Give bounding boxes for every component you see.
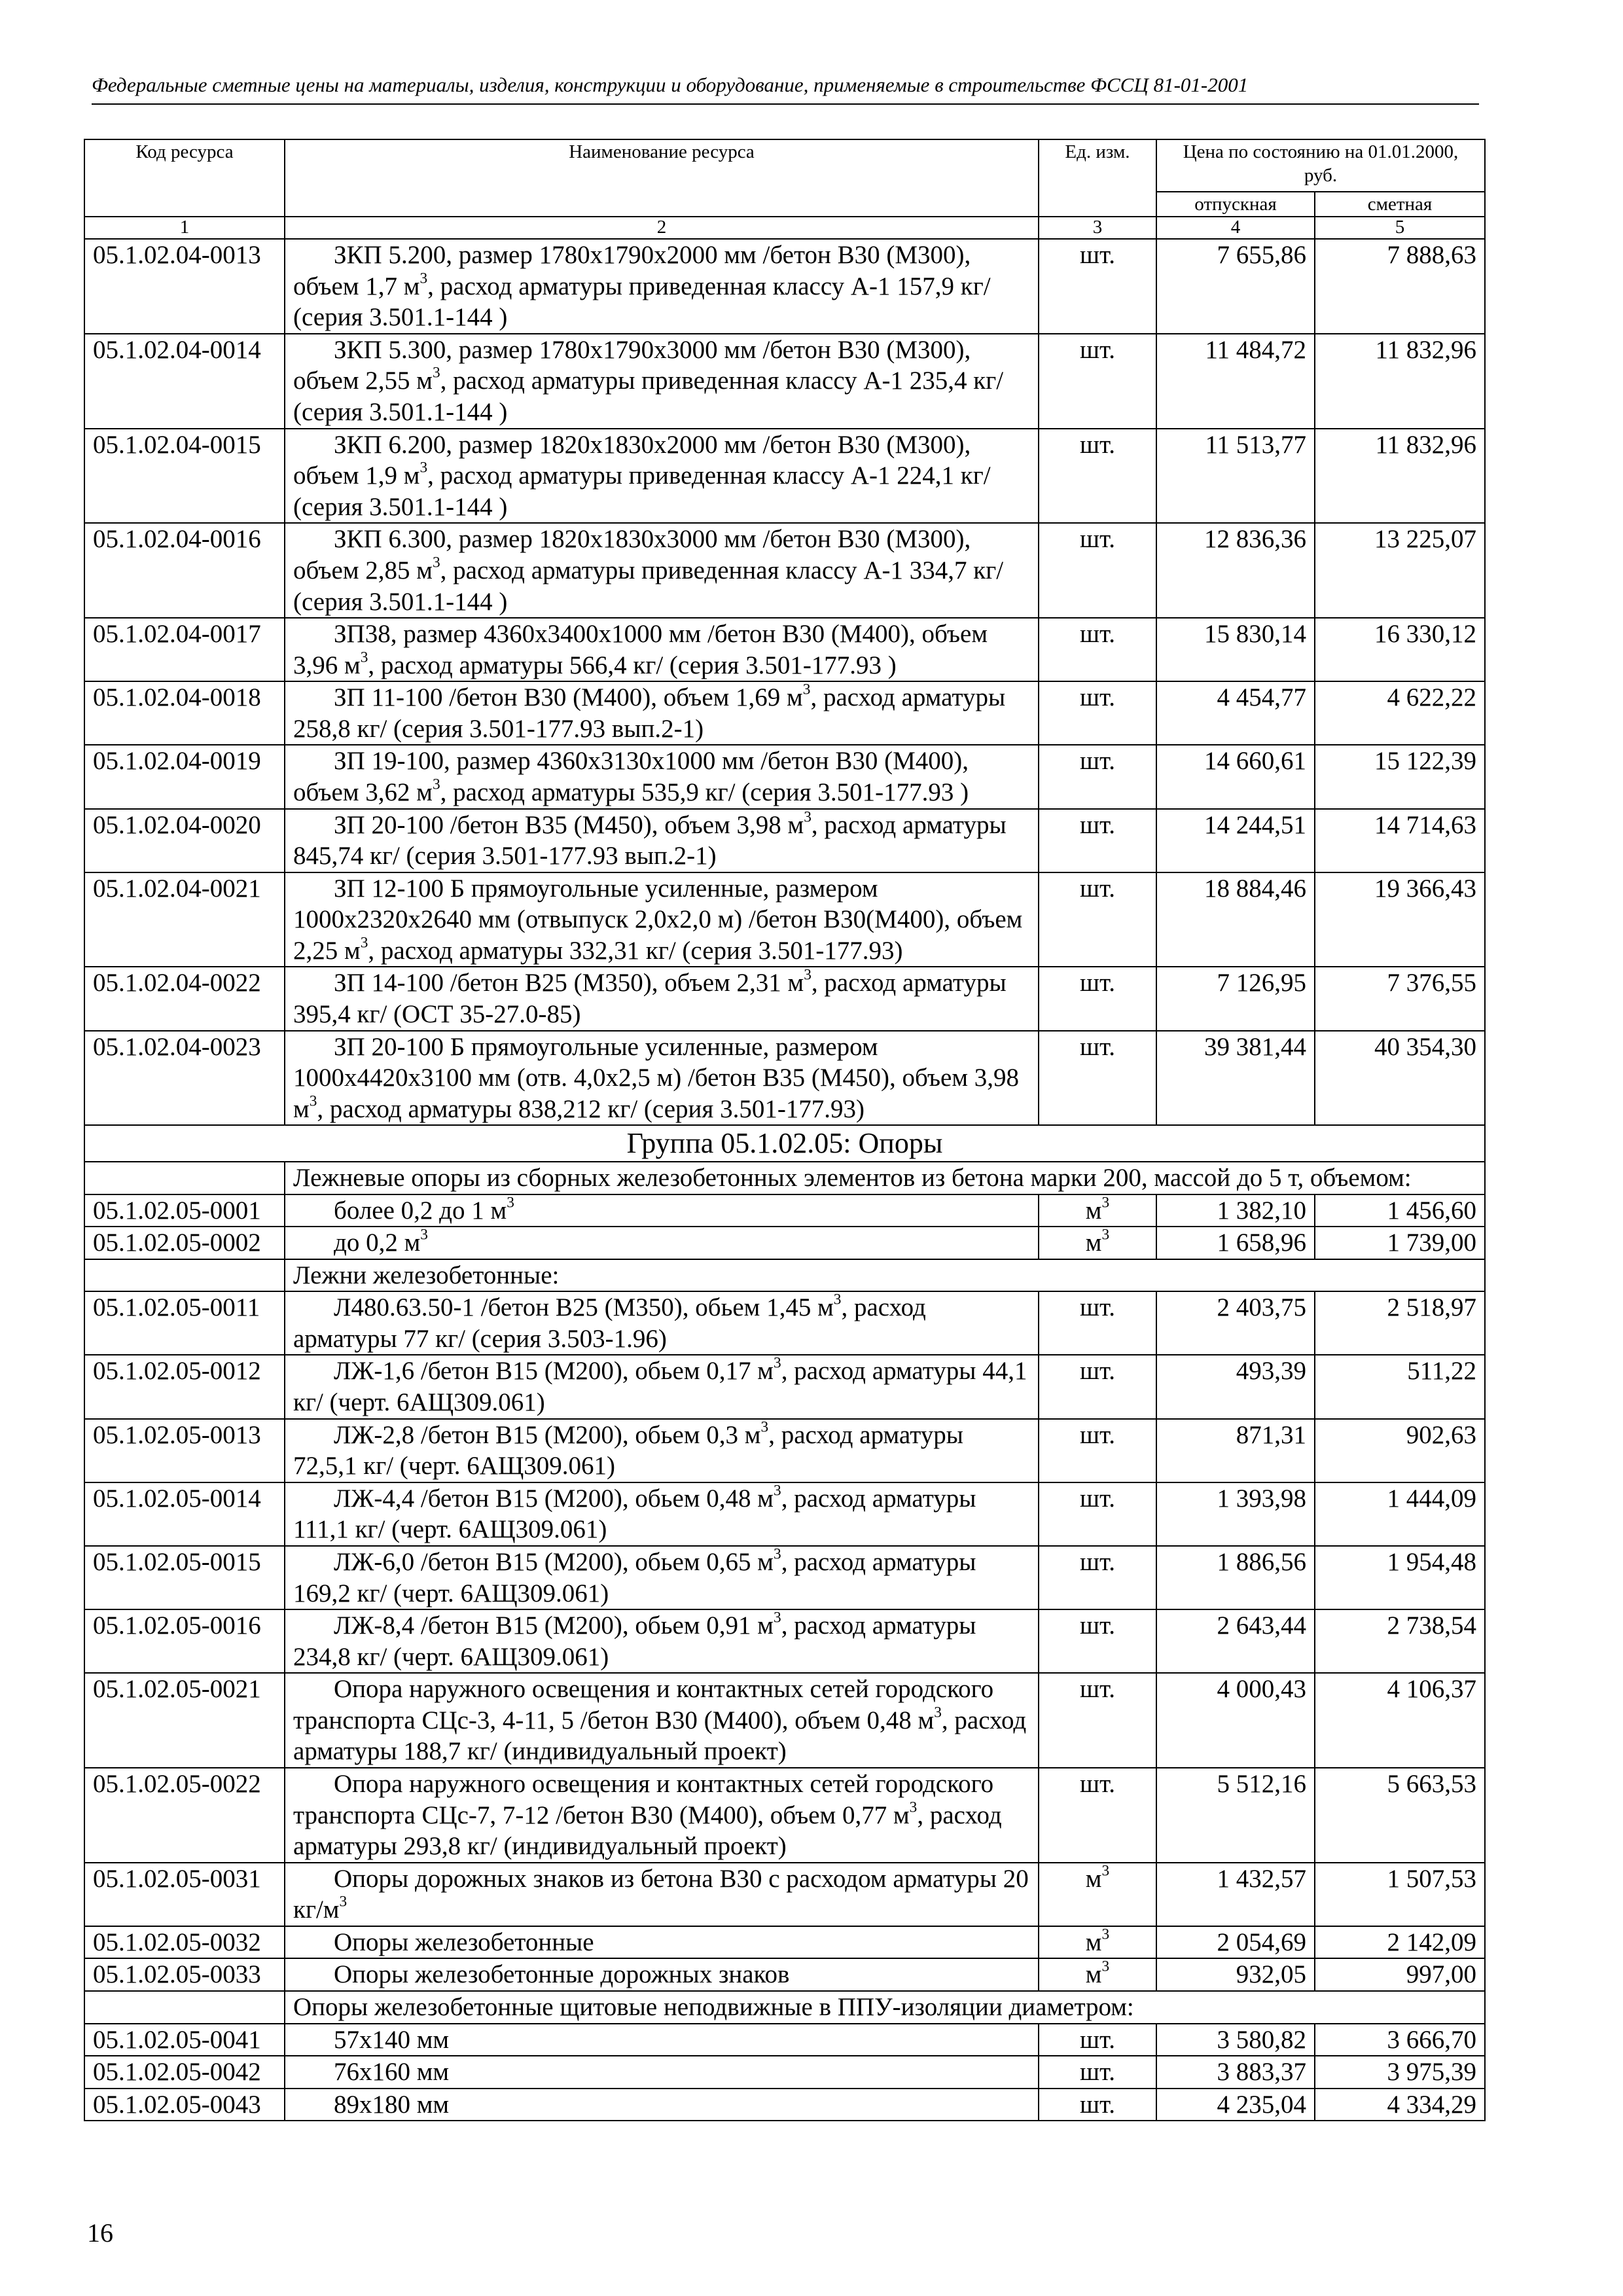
table-row (84, 2056, 1485, 2089)
column-numbers-row (84, 217, 1485, 239)
resource-name: ЛЖ-8,4 /бетон В15 (М200), обьем 0,91 $м^3$, расход арматуры 234,8 кг/ (черт. 6АЩ309.061) (293, 1609, 976, 1671)
resource-code: 05.1.02.05-0043 (84, 2089, 285, 2121)
release-price: 932,05 (1156, 1958, 1315, 1991)
release-price: 2 054,69 (1156, 1926, 1315, 1959)
unit: шт. (1039, 1482, 1156, 1546)
estimate-price: 15 122,39 (1315, 745, 1485, 808)
resource-name: Опоры дорожных знаков из бетона В30 с расходом арматуры 20 $кг/м^3$ (293, 1864, 1029, 1924)
estimate-price: 1 954,48 (1315, 1546, 1485, 1609)
resource-name: ЛЖ-1,6 /бетон В15 (М200), обьем 0,17 $м^3$, расход арматуры 44,1 кг/ (черт. 6АЩ309.061) (293, 1354, 1027, 1417)
release-price: 14 244,51 (1156, 809, 1315, 872)
resource-name-cell (285, 1419, 1039, 1482)
unit: шт. (1039, 334, 1156, 429)
resource-code: 05.1.02.04-0023 (84, 1031, 285, 1126)
estimate-price: 902,63 (1315, 1419, 1485, 1482)
estimate-price: 7 376,55 (1315, 967, 1485, 1030)
estimate-price: 3 975,39 (1315, 2056, 1485, 2089)
table-row (84, 1482, 1485, 1546)
resource-name-cell (285, 809, 1039, 872)
resource-name: Л480.63.50-1 /бетон В25 (М350), обьем 1,45 $м^3$, расход арматуры 77 кг/ (серия 3.503-1.96) (293, 1291, 926, 1353)
release-price: 5 512,16 (1156, 1768, 1315, 1863)
resource-name-cell (285, 1355, 1039, 1418)
release-price: 871,31 (1156, 1419, 1315, 1482)
column-number: 3 (1039, 217, 1156, 239)
unit: шт. (1039, 1355, 1156, 1418)
release-price: 4 000,43 (1156, 1673, 1315, 1768)
resource-code: 05.1.02.05-0032 (84, 1926, 285, 1959)
release-price: 1 393,98 (1156, 1482, 1315, 1546)
resource-name: ЗП 20-100 Б прямоугольные усиленные, размером 1000х4420х3100 мм (отв. 4,0х2,5 м) /бетон В35 (М450), объем 3,98 $м^3$, расход арматуры 838,212 кг/ (серия 3.501-177.93) (293, 1032, 1020, 1123)
estimate-price: 13 225,07 (1315, 523, 1485, 618)
subheading: Лежневые опоры из сборных железобетонных элементов из бетона марки 200, массой до 5 т, объемом: (285, 1162, 1485, 1194)
table-row (84, 1958, 1485, 1991)
release-price: 1 382,10 (1156, 1194, 1315, 1227)
group-heading: Группа 05.1.02.05: Опоры (84, 1125, 1485, 1162)
resource-code: 05.1.02.05-0002 (84, 1227, 285, 1259)
table-row (84, 967, 1485, 1030)
resource-name: Опоры железобетонные (334, 1928, 594, 1956)
unit: $м^3$ (1039, 1926, 1156, 1959)
unit: $м^3$ (1039, 1863, 1156, 1926)
price-table (84, 139, 1486, 2121)
release-price: 4 454,77 (1156, 681, 1315, 745)
column-number: 2 (285, 217, 1039, 239)
resource-name: 89х180 мм (334, 2090, 450, 2119)
resource-name-cell (285, 1291, 1039, 1355)
resource-name-cell (285, 967, 1039, 1030)
column-header-code: Код ресурса (84, 139, 285, 217)
resource-name-cell (285, 2089, 1039, 2121)
subheading: Опоры железобетонные щитовые неподвижные в ППУ-изоляции диаметром: (285, 1991, 1485, 2024)
resource-name: ЗП 20-100 /бетон В35 (М450), объем 3,98 $м^3$, расход арматуры 845,74 кг/ (серия 3.501-177.93 вып.2-1) (293, 808, 1007, 870)
table-row (84, 1609, 1485, 1673)
resource-name-cell (285, 872, 1039, 967)
document-header: Федеральные сметные цены на материалы, изделия, конструкции и оборудование, применяемые в строительстве ФССЦ 81-01-2001 (92, 73, 1249, 96)
resource-name-cell (285, 1482, 1039, 1546)
column-header-name: Наименование ресурса (285, 139, 1039, 217)
resource-name-cell (285, 1609, 1039, 1673)
estimate-price: 1 739,00 (1315, 1227, 1485, 1259)
estimate-price: 2 142,09 (1315, 1926, 1485, 1959)
resource-code: 05.1.02.05-0001 (84, 1194, 285, 1227)
estimate-price: 4 334,29 (1315, 2089, 1485, 2121)
release-price: 39 381,44 (1156, 1031, 1315, 1126)
estimate-price: 2 738,54 (1315, 1609, 1485, 1673)
resource-code: 05.1.02.05-0021 (84, 1673, 285, 1768)
column-number: 1 (84, 217, 285, 239)
resource-name: до 0,2 $м^3$ (334, 1226, 428, 1257)
resource-code: 05.1.02.04-0020 (84, 809, 285, 872)
unit: шт. (1039, 523, 1156, 618)
resource-name-cell (285, 1546, 1039, 1609)
release-price: 1 658,96 (1156, 1227, 1315, 1259)
resource-code: 05.1.02.04-0014 (84, 334, 285, 429)
release-price: 1 886,56 (1156, 1546, 1315, 1609)
table-row (84, 618, 1485, 681)
unit: шт. (1039, 809, 1156, 872)
resource-name-cell (285, 1673, 1039, 1768)
table-row (84, 1194, 1485, 1227)
resource-name-cell (285, 523, 1039, 618)
resource-code: 05.1.02.04-0017 (84, 618, 285, 681)
unit: шт. (1039, 239, 1156, 334)
resource-code: 05.1.02.04-0016 (84, 523, 285, 618)
column-number: 4 (1156, 217, 1315, 239)
resource-code: 05.1.02.05-0011 (84, 1291, 285, 1355)
unit: шт. (1039, 2089, 1156, 2121)
unit: шт. (1039, 618, 1156, 681)
resource-name-cell (285, 2056, 1039, 2089)
empty-code-cell (84, 1162, 285, 1194)
resource-code: 05.1.02.05-0022 (84, 1768, 285, 1863)
resource-name-cell (285, 1194, 1039, 1227)
resource-code: 05.1.02.05-0014 (84, 1482, 285, 1546)
estimate-price: 40 354,30 (1315, 1031, 1485, 1126)
table-row (84, 334, 1485, 429)
resource-name-cell (285, 1768, 1039, 1863)
resource-name-cell (285, 1227, 1039, 1259)
release-price: 3 580,82 (1156, 2024, 1315, 2056)
table-row (84, 1227, 1485, 1259)
unit: шт. (1039, 1546, 1156, 1609)
resource-name: ЗП 12-100 Б прямоугольные усиленные, размером 1000х2320х2640 мм (отвыпуск 2,0х2,0 м) /бетон В30(М400), объем 2,25 $м^3$, расход арматуры 332,31 кг/ (серия 3.501-177.93) (293, 874, 1023, 965)
resource-name: ЗКП 6.200, размер 1820х1830х2000 мм /бетон В30 (М300), объем 1,9 $м^3$, расход арматуры приведенная классу А-1 224,1 кг/ (серия 3.501.1-144 ) (293, 430, 991, 521)
table-row (84, 1419, 1485, 1482)
resource-code: 05.1.02.05-0031 (84, 1863, 285, 1926)
resource-name: ЛЖ-6,0 /бетон В15 (М200), обьем 0,65 $м^3$, расход арматуры 169,2 кг/ (черт. 6АЩ309.061) (293, 1545, 976, 1607)
resource-name: 76х160 мм (334, 2058, 450, 2087)
table-row (84, 1546, 1485, 1609)
table-body (84, 239, 1485, 2121)
resource-code: 05.1.02.04-0018 (84, 681, 285, 745)
estimate-price: 1 456,60 (1315, 1194, 1485, 1227)
resource-code: 05.1.02.05-0016 (84, 1609, 285, 1673)
release-price: 7 126,95 (1156, 967, 1315, 1030)
unit: шт. (1039, 429, 1156, 524)
release-price: 18 884,46 (1156, 872, 1315, 967)
estimate-price: 2 518,97 (1315, 1291, 1485, 1355)
release-price: 14 660,61 (1156, 745, 1315, 808)
table-row (84, 239, 1485, 334)
estimate-price: 997,00 (1315, 1958, 1485, 1991)
column-header-unit: Ед. изм. (1039, 139, 1156, 217)
resource-name-cell (285, 1031, 1039, 1126)
group-heading-row (84, 1125, 1485, 1162)
release-price: 11 484,72 (1156, 334, 1315, 429)
resource-name: Опора наружного освещения и контактных сетей городского транспорта СЦс-3, 4-11, 5 /бетон В30 (М400), объем 0,48 $м^3$, расход арматуры 188,7 кг/ (индивидуальный проект) (293, 1675, 1027, 1766)
table-row (84, 1031, 1485, 1126)
resource-code: 05.1.02.04-0021 (84, 872, 285, 967)
subheading-row (84, 1991, 1485, 2024)
resource-name: ЗП38, размер 4360х3400х1000 мм /бетон В30 (М400), объем 3,96 $м^3$, расход арматуры 566,4 кг/ (серия 3.501-177.93 ) (293, 620, 988, 679)
release-price: 3 883,37 (1156, 2056, 1315, 2089)
table-row (84, 745, 1485, 808)
unit: шт. (1039, 967, 1156, 1030)
estimate-price: 16 330,12 (1315, 618, 1485, 681)
unit: шт. (1039, 1291, 1156, 1355)
table-row (84, 2089, 1485, 2121)
unit: шт. (1039, 2056, 1156, 2089)
unit: шт. (1039, 1031, 1156, 1126)
unit: шт. (1039, 1768, 1156, 1863)
resource-name-cell (285, 681, 1039, 745)
estimate-price: 4 106,37 (1315, 1673, 1485, 1768)
release-price: 7 655,86 (1156, 239, 1315, 334)
estimate-price: 5 663,53 (1315, 1768, 1485, 1863)
estimate-price: 14 714,63 (1315, 809, 1485, 872)
resource-name-cell (285, 1958, 1039, 1991)
resource-code: 05.1.02.05-0015 (84, 1546, 285, 1609)
release-price: 2 643,44 (1156, 1609, 1315, 1673)
release-price: 11 513,77 (1156, 429, 1315, 524)
resource-name-cell (285, 2024, 1039, 2056)
resource-code: 05.1.02.05-0013 (84, 1419, 285, 1482)
estimate-price: 19 366,43 (1315, 872, 1485, 967)
table-row (84, 1926, 1485, 1959)
table-row (84, 1768, 1485, 1863)
resource-name-cell (285, 1863, 1039, 1926)
release-price: 493,39 (1156, 1355, 1315, 1418)
resource-code: 05.1.02.04-0019 (84, 745, 285, 808)
estimate-price: 7 888,63 (1315, 239, 1485, 334)
resource-name: ЗП 14-100 /бетон В25 (М350), объем 2,31 $м^3$, расход арматуры 395,4 кг/ (ОСТ 35-27.0-85) (293, 966, 1007, 1029)
resource-code: 05.1.02.05-0041 (84, 2024, 285, 2056)
resource-name: более 0,2 до 1 $м^3$ (334, 1194, 514, 1225)
estimate-price: 11 832,96 (1315, 429, 1485, 524)
table-row (84, 523, 1485, 618)
estimate-price: 4 622,22 (1315, 681, 1485, 745)
unit: $м^3$ (1039, 1227, 1156, 1259)
table-row (84, 681, 1485, 745)
resource-name: ЗКП 5.300, размер 1780х1790х3000 мм /бетон В30 (М300), объем 2,55 $м^3$, расход арматуры приведенная классу А-1 235,4 кг/ (серия 3.501.1-144 ) (293, 335, 1004, 427)
header-rule (92, 103, 1479, 105)
table-row (84, 1673, 1485, 1768)
resource-name: ЗКП 6.300, размер 1820х1830х3000 мм /бетон В30 (М300), объем 2,85 $м^3$, расход арматуры приведенная классу А-1 334,7 кг/ (серия 3.501.1-144 ) (293, 525, 1004, 616)
resource-name-cell (285, 1926, 1039, 1959)
resource-name: ЛЖ-2,8 /бетон В15 (М200), обьем 0,3 $м^3$, расход арматуры 72,5,1 кг/ (черт. 6АЩ309.061) (293, 1418, 963, 1480)
resource-code: 05.1.02.04-0013 (84, 239, 285, 334)
column-header-estimate: сметная (1315, 192, 1485, 217)
release-price: 15 830,14 (1156, 618, 1315, 681)
resource-name-cell (285, 239, 1039, 334)
resource-name: Опора наружного освещения и контактных сетей городского транспорта СЦс-7, 7-12 /бетон В30 (М400), объем 0,77 $м^3$, расход арматуры 293,8 кг/ (индивидуальный проект) (293, 1769, 1002, 1861)
resource-name: 57х140 мм (334, 2025, 450, 2054)
estimate-price: 11 832,96 (1315, 334, 1485, 429)
release-price: 4 235,04 (1156, 2089, 1315, 2121)
resource-name: ЗКП 5.200, размер 1780х1790х2000 мм /бетон В30 (М300), объем 1,7 $м^3$, расход арматуры приведенная классу А-1 157,9 кг/ (серия 3.501.1-144 ) (293, 241, 991, 332)
estimate-price: 511,22 (1315, 1355, 1485, 1418)
empty-code-cell (84, 1259, 285, 1292)
empty-code-cell (84, 1991, 285, 2024)
unit: шт. (1039, 681, 1156, 745)
subheading: Лежни железобетонные: (285, 1259, 1485, 1292)
resource-code: 05.1.02.04-0015 (84, 429, 285, 524)
unit: шт. (1039, 1419, 1156, 1482)
table-row (84, 1291, 1485, 1355)
unit: шт. (1039, 745, 1156, 808)
resource-code: 05.1.02.04-0022 (84, 967, 285, 1030)
unit: $м^3$ (1039, 1958, 1156, 1991)
release-price: 12 836,36 (1156, 523, 1315, 618)
table-row (84, 429, 1485, 524)
resource-name: Опоры железобетонные дорожных знаков (334, 1960, 790, 1989)
column-header-release: отпускная (1156, 192, 1315, 217)
estimate-price: 3 666,70 (1315, 2024, 1485, 2056)
resource-name-cell (285, 334, 1039, 429)
estimate-price: 1 444,09 (1315, 1482, 1485, 1546)
table-row (84, 1863, 1485, 1926)
column-number: 5 (1315, 217, 1485, 239)
unit: шт. (1039, 2024, 1156, 2056)
column-header-price: Цена по состоянию на 01.01.2000, руб. (1156, 139, 1485, 192)
subheading-row (84, 1259, 1485, 1292)
resource-name: ЗП 11-100 /бетон В30 (М400), объем 1,69 $м^3$, расход арматуры 258,8 кг/ (серия 3.501-177.93 вып.2-1) (293, 681, 1006, 743)
estimate-price: 1 507,53 (1315, 1863, 1485, 1926)
unit: шт. (1039, 872, 1156, 967)
resource-name: ЛЖ-4,4 /бетон В15 (М200), обьем 0,48 $м^3$, расход арматуры 111,1 кг/ (черт. 6АЩ309.061) (293, 1482, 976, 1544)
unit: шт. (1039, 1609, 1156, 1673)
resource-name-cell (285, 745, 1039, 808)
table-row (84, 809, 1485, 872)
table-row (84, 1355, 1485, 1418)
release-price: 1 432,57 (1156, 1863, 1315, 1926)
resource-code: 05.1.02.05-0042 (84, 2056, 285, 2089)
resource-name-cell (285, 429, 1039, 524)
release-price: 2 403,75 (1156, 1291, 1315, 1355)
unit: $м^3$ (1039, 1194, 1156, 1227)
resource-code: 05.1.02.05-0033 (84, 1958, 285, 1991)
table-row (84, 872, 1485, 967)
resource-name-cell (285, 618, 1039, 681)
unit: шт. (1039, 1673, 1156, 1768)
table-row (84, 2024, 1485, 2056)
page-number: 16 (87, 2218, 113, 2248)
resource-name: ЗП 19-100, размер 4360х3130х1000 мм /бетон В30 (М400), объем 3,62 $м^3$, расход арматуры 535,9 кг/ (серия 3.501-177.93 ) (293, 747, 969, 806)
subheading-row (84, 1162, 1485, 1194)
resource-code: 05.1.02.05-0012 (84, 1355, 285, 1418)
